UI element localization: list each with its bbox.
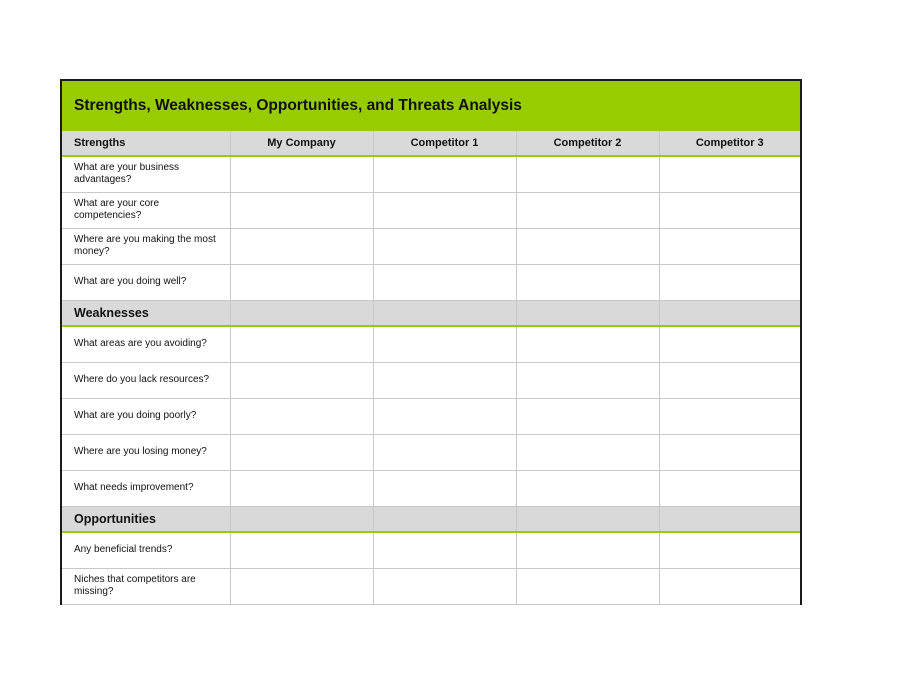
- table-row: [62, 192, 800, 228]
- section-header-cell: [659, 300, 800, 326]
- weaknesses-header-row: [62, 300, 800, 326]
- cell-competitor-2[interactable]: [516, 398, 659, 434]
- table-row: [62, 326, 800, 362]
- cell-my-company[interactable]: [230, 228, 373, 264]
- section-header-cell: [516, 300, 659, 326]
- column-header-my-company: My Company: [230, 131, 373, 156]
- cell-my-company[interactable]: [230, 532, 373, 568]
- cell-my-company[interactable]: [230, 434, 373, 470]
- cell-competitor-1[interactable]: [373, 532, 516, 568]
- question-label: What are you doing poorly?: [62, 398, 230, 434]
- question-label: Niches that competitors are missing?: [62, 568, 230, 604]
- cell-my-company[interactable]: [230, 326, 373, 362]
- cell-competitor-1[interactable]: [373, 156, 516, 192]
- cell-competitor-1[interactable]: [373, 568, 516, 604]
- question-label: Where are you making the most money?: [62, 228, 230, 264]
- table-row: [62, 156, 800, 192]
- table-row: [62, 362, 800, 398]
- swot-analysis-table: [60, 79, 802, 605]
- cell-competitor-3[interactable]: [659, 398, 800, 434]
- cell-competitor-2[interactable]: [516, 568, 659, 604]
- cell-competitor-2[interactable]: [516, 362, 659, 398]
- section-header-cell: [516, 506, 659, 532]
- table-row: [62, 398, 800, 434]
- cell-my-company[interactable]: [230, 398, 373, 434]
- cell-competitor-1[interactable]: [373, 326, 516, 362]
- cell-competitor-3[interactable]: [659, 362, 800, 398]
- cell-competitor-3[interactable]: [659, 264, 800, 300]
- opportunities-header-row: [62, 506, 800, 532]
- cell-my-company[interactable]: [230, 362, 373, 398]
- cell-competitor-2[interactable]: [516, 326, 659, 362]
- cell-competitor-1[interactable]: [373, 362, 516, 398]
- column-header-competitor-2: Competitor 2: [516, 131, 659, 156]
- question-label: What areas are you avoiding?: [62, 326, 230, 362]
- cell-my-company[interactable]: [230, 568, 373, 604]
- page-title: Strengths, Weaknesses, Opportunities, and Threats Analysis: [74, 97, 522, 114]
- cell-competitor-2[interactable]: [516, 470, 659, 506]
- cell-competitor-1[interactable]: [373, 434, 516, 470]
- cell-competitor-2[interactable]: [516, 228, 659, 264]
- cell-competitor-1[interactable]: [373, 228, 516, 264]
- question-label: What needs improvement?: [62, 470, 230, 506]
- cell-competitor-1[interactable]: [373, 192, 516, 228]
- cell-competitor-3[interactable]: [659, 470, 800, 506]
- section-header-cell: [373, 300, 516, 326]
- question-label: Where are you losing money?: [62, 434, 230, 470]
- cell-competitor-3[interactable]: [659, 434, 800, 470]
- question-label: What are your core competencies?: [62, 192, 230, 228]
- cell-my-company[interactable]: [230, 264, 373, 300]
- cell-my-company[interactable]: [230, 156, 373, 192]
- cell-competitor-1[interactable]: [373, 398, 516, 434]
- question-label: Any beneficial trends?: [62, 532, 230, 568]
- cell-competitor-2[interactable]: [516, 156, 659, 192]
- cell-competitor-1[interactable]: [373, 470, 516, 506]
- cell-competitor-2[interactable]: [516, 192, 659, 228]
- cell-competitor-3[interactable]: [659, 326, 800, 362]
- table-row: [62, 568, 800, 604]
- table-row: [62, 228, 800, 264]
- cell-competitor-1[interactable]: [373, 264, 516, 300]
- section-label-weaknesses: Weaknesses: [62, 300, 230, 326]
- column-header-competitor-1: Competitor 1: [373, 131, 516, 156]
- strengths-header-row: [62, 131, 800, 156]
- section-label-strengths: Strengths: [62, 131, 230, 156]
- cell-competitor-2[interactable]: [516, 434, 659, 470]
- section-header-cell: [373, 506, 516, 532]
- cell-competitor-3[interactable]: [659, 532, 800, 568]
- table-row: [62, 470, 800, 506]
- cell-competitor-3[interactable]: [659, 568, 800, 604]
- cell-competitor-2[interactable]: [516, 532, 659, 568]
- table-row: [62, 434, 800, 470]
- section-label-opportunities: Opportunities: [62, 506, 230, 532]
- question-label: What are your business advantages?: [62, 156, 230, 192]
- cell-competitor-3[interactable]: [659, 228, 800, 264]
- question-label: Where do you lack resources?: [62, 362, 230, 398]
- section-header-cell: [230, 506, 373, 532]
- table-row: [62, 264, 800, 300]
- section-header-cell: [230, 300, 373, 326]
- section-header-cell: [659, 506, 800, 532]
- cell-competitor-3[interactable]: [659, 192, 800, 228]
- swot-grid: [62, 131, 800, 605]
- table-row: [62, 532, 800, 568]
- cell-my-company[interactable]: [230, 192, 373, 228]
- cell-competitor-3[interactable]: [659, 156, 800, 192]
- question-label: What are you doing well?: [62, 264, 230, 300]
- cell-my-company[interactable]: [230, 470, 373, 506]
- column-header-competitor-3: Competitor 3: [659, 131, 800, 156]
- title-bar: [62, 81, 800, 131]
- cell-competitor-2[interactable]: [516, 264, 659, 300]
